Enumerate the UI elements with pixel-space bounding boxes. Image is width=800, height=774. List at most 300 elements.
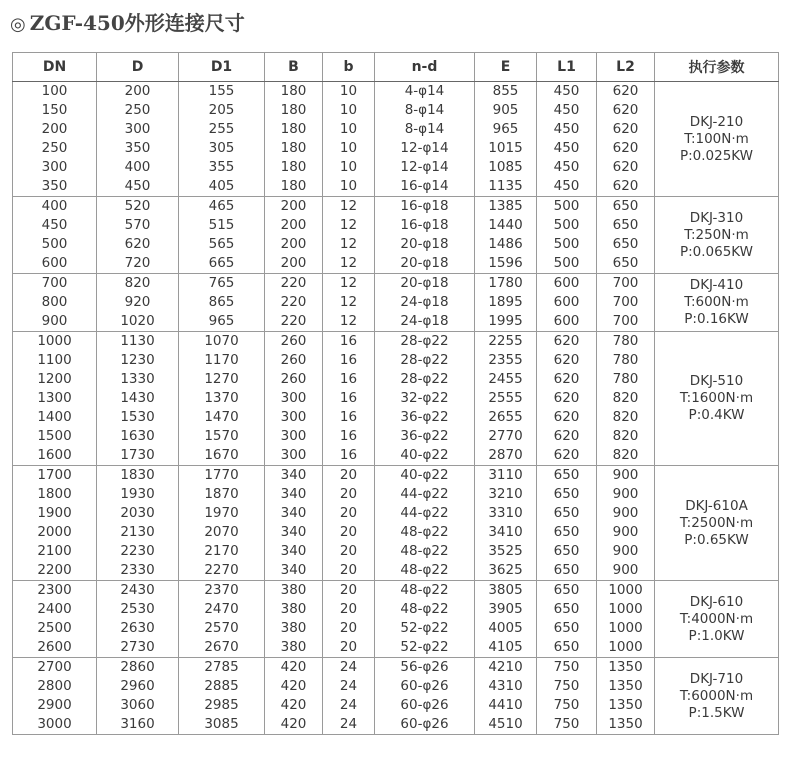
cell-l1: 600	[537, 274, 597, 294]
cell-l1: 650	[537, 600, 597, 619]
cell-d: 2730	[97, 638, 179, 658]
cell-l2: 1350	[597, 658, 655, 678]
cell-d: 1130	[97, 332, 179, 352]
cell-d1: 1770	[179, 466, 265, 486]
header-l2: L2	[597, 53, 655, 82]
cell-l2: 1350	[597, 696, 655, 715]
actuator-param-line: P:1.5KW	[688, 704, 745, 721]
actuator-params-cell	[655, 82, 779, 197]
cell-b-upper: 200	[265, 216, 323, 235]
cell-dn: 2800	[13, 677, 97, 696]
cell-l2: 650	[597, 216, 655, 235]
cell-e: 855	[475, 82, 537, 102]
cell-d: 300	[97, 120, 179, 139]
cell-l2: 780	[597, 351, 655, 370]
cell-b-lower: 20	[323, 504, 375, 523]
cell-b-upper: 180	[265, 120, 323, 139]
cell-dn: 1300	[13, 389, 97, 408]
cell-b-lower: 12	[323, 254, 375, 274]
cell-b-upper: 180	[265, 82, 323, 102]
table-row	[13, 274, 779, 294]
cell-b-upper: 340	[265, 542, 323, 561]
cell-l1: 500	[537, 235, 597, 254]
actuator-param-line: P:1.0KW	[688, 627, 745, 644]
actuator-param-line: T:600N·m	[684, 294, 749, 310]
cell-d1: 2570	[179, 619, 265, 638]
cell-l2: 900	[597, 542, 655, 561]
cell-d1: 2885	[179, 677, 265, 696]
cell-l2: 620	[597, 120, 655, 139]
cell-b-upper: 340	[265, 504, 323, 523]
cell-dn: 900	[13, 312, 97, 332]
actuator-params-cell	[655, 332, 779, 466]
cell-b-lower: 16	[323, 389, 375, 408]
cell-b-upper: 340	[265, 466, 323, 486]
cell-b-lower: 16	[323, 332, 375, 352]
cell-e: 4105	[475, 638, 537, 658]
cell-d: 1830	[97, 466, 179, 486]
actuator-params-cell	[655, 581, 779, 658]
cell-e: 1085	[475, 158, 537, 177]
cell-n-d: 28-φ22	[375, 332, 475, 352]
cell-d: 450	[97, 177, 179, 197]
cell-n-d: 24-φ18	[375, 293, 475, 312]
header-d1: D1	[179, 53, 265, 82]
actuator-param-line: DKJ-710	[689, 670, 744, 687]
cell-n-d: 48-φ22	[375, 600, 475, 619]
cell-l2: 900	[597, 523, 655, 542]
cell-d: 2330	[97, 561, 179, 581]
table-row	[13, 581, 779, 601]
cell-dn: 2000	[13, 523, 97, 542]
cell-b-upper: 260	[265, 351, 323, 370]
cell-l2: 700	[597, 293, 655, 312]
cell-e: 4310	[475, 677, 537, 696]
cell-dn: 1700	[13, 466, 97, 486]
cell-d: 1630	[97, 427, 179, 446]
table-body	[13, 82, 779, 735]
cell-l1: 450	[537, 158, 597, 177]
cell-d: 1230	[97, 351, 179, 370]
actuator-param-line: P:0.16KW	[684, 311, 749, 327]
cell-e: 2355	[475, 351, 537, 370]
cell-e: 4210	[475, 658, 537, 678]
cell-n-d: 56-φ26	[375, 658, 475, 678]
cell-d: 350	[97, 139, 179, 158]
cell-l1: 620	[537, 351, 597, 370]
cell-d1: 565	[179, 235, 265, 254]
cell-l2: 650	[597, 235, 655, 254]
cell-n-d: 24-φ18	[375, 312, 475, 332]
cell-n-d: 44-φ22	[375, 504, 475, 523]
cell-e: 1135	[475, 177, 537, 197]
cell-e: 3525	[475, 542, 537, 561]
cell-n-d: 36-φ22	[375, 408, 475, 427]
cell-l1: 650	[537, 561, 597, 581]
cell-d: 2030	[97, 504, 179, 523]
cell-l2: 820	[597, 446, 655, 466]
cell-b-upper: 220	[265, 312, 323, 332]
cell-e: 2770	[475, 427, 537, 446]
cell-d: 1930	[97, 485, 179, 504]
cell-b-upper: 300	[265, 446, 323, 466]
cell-b-lower: 20	[323, 561, 375, 581]
actuator-params-cell	[655, 466, 779, 581]
actuator-param-line: P:0.025KW	[679, 147, 754, 164]
cell-d1: 2670	[179, 638, 265, 658]
cell-d1: 1970	[179, 504, 265, 523]
actuator-param-line: P:0.65KW	[684, 531, 749, 548]
cell-b-upper: 340	[265, 561, 323, 581]
cell-dn: 1600	[13, 446, 97, 466]
cell-l1: 450	[537, 82, 597, 102]
cell-b-lower: 12	[323, 235, 375, 254]
cell-d1: 465	[179, 197, 265, 217]
cell-dn: 2100	[13, 542, 97, 561]
double-circle-icon: ◎	[10, 14, 26, 35]
cell-d1: 2785	[179, 658, 265, 678]
cell-b-upper: 180	[265, 177, 323, 197]
cell-l2: 900	[597, 504, 655, 523]
cell-n-d: 16-φ18	[375, 197, 475, 217]
cell-b-upper: 220	[265, 293, 323, 312]
cell-dn: 250	[13, 139, 97, 158]
cell-l2: 780	[597, 370, 655, 389]
cell-dn: 100	[13, 82, 97, 102]
cell-dn: 2900	[13, 696, 97, 715]
cell-b-upper: 300	[265, 427, 323, 446]
cell-b-lower: 12	[323, 274, 375, 294]
cell-b-upper: 380	[265, 638, 323, 658]
cell-b-upper: 180	[265, 101, 323, 120]
cell-dn: 150	[13, 101, 97, 120]
header-b-upper: B	[265, 53, 323, 82]
cell-dn: 1500	[13, 427, 97, 446]
actuator-param-line: DKJ-410	[689, 277, 744, 293]
dimension-table	[12, 52, 779, 735]
cell-b-lower: 12	[323, 197, 375, 217]
cell-l2: 820	[597, 427, 655, 446]
cell-d: 1330	[97, 370, 179, 389]
cell-b-upper: 300	[265, 408, 323, 427]
table-row	[13, 197, 779, 217]
cell-d1: 1270	[179, 370, 265, 389]
cell-b-lower: 24	[323, 658, 375, 678]
page-title	[10, 8, 245, 38]
cell-l1: 620	[537, 370, 597, 389]
cell-b-upper: 380	[265, 600, 323, 619]
cell-n-d: 8-φ14	[375, 101, 475, 120]
actuator-params-cell	[655, 197, 779, 274]
cell-n-d: 28-φ22	[375, 351, 475, 370]
header-actuator-params: 执行参数	[655, 53, 779, 82]
cell-b-lower: 20	[323, 581, 375, 601]
cell-b-upper: 340	[265, 485, 323, 504]
cell-l2: 900	[597, 561, 655, 581]
cell-b-lower: 20	[323, 485, 375, 504]
cell-b-upper: 420	[265, 677, 323, 696]
cell-e: 2655	[475, 408, 537, 427]
cell-b-lower: 16	[323, 408, 375, 427]
cell-b-lower: 24	[323, 677, 375, 696]
cell-l1: 750	[537, 696, 597, 715]
table-row	[13, 658, 779, 678]
cell-l1: 650	[537, 638, 597, 658]
cell-d1: 3085	[179, 715, 265, 735]
cell-b-upper: 180	[265, 158, 323, 177]
cell-b-upper: 180	[265, 139, 323, 158]
cell-d1: 405	[179, 177, 265, 197]
cell-l1: 650	[537, 504, 597, 523]
cell-d: 200	[97, 82, 179, 102]
cell-d: 3060	[97, 696, 179, 715]
cell-l1: 620	[537, 332, 597, 352]
cell-n-d: 16-φ18	[375, 216, 475, 235]
cell-d: 2960	[97, 677, 179, 696]
cell-dn: 600	[13, 254, 97, 274]
cell-l2: 620	[597, 177, 655, 197]
cell-l2: 620	[597, 139, 655, 158]
cell-d1: 515	[179, 216, 265, 235]
cell-l1: 620	[537, 446, 597, 466]
cell-n-d: 32-φ22	[375, 389, 475, 408]
header-d: D	[97, 53, 179, 82]
header-dn: DN	[13, 53, 97, 82]
cell-e: 2455	[475, 370, 537, 389]
cell-n-d: 4-φ14	[375, 82, 475, 102]
cell-d: 2530	[97, 600, 179, 619]
cell-e: 1895	[475, 293, 537, 312]
cell-dn: 700	[13, 274, 97, 294]
cell-d: 2130	[97, 523, 179, 542]
cell-e: 3410	[475, 523, 537, 542]
cell-d: 2630	[97, 619, 179, 638]
cell-d1: 1670	[179, 446, 265, 466]
cell-l2: 1350	[597, 715, 655, 735]
cell-l1: 450	[537, 120, 597, 139]
cell-l1: 750	[537, 677, 597, 696]
cell-n-d: 52-φ22	[375, 619, 475, 638]
cell-d: 1730	[97, 446, 179, 466]
cell-d1: 205	[179, 101, 265, 120]
actuator-param-line: P:0.065KW	[679, 243, 754, 260]
cell-dn: 2400	[13, 600, 97, 619]
cell-n-d: 44-φ22	[375, 485, 475, 504]
cell-b-lower: 20	[323, 600, 375, 619]
table-row	[13, 332, 779, 352]
actuator-param-line: DKJ-610	[689, 593, 744, 610]
cell-dn: 1400	[13, 408, 97, 427]
cell-l1: 500	[537, 216, 597, 235]
cell-e: 1780	[475, 274, 537, 294]
cell-n-d: 60-φ26	[375, 715, 475, 735]
cell-d: 2860	[97, 658, 179, 678]
table-header-row	[13, 53, 779, 82]
cell-b-lower: 24	[323, 715, 375, 735]
cell-b-lower: 16	[323, 427, 375, 446]
cell-dn: 450	[13, 216, 97, 235]
actuator-param-line: T:6000N·m	[679, 687, 754, 704]
cell-d1: 2470	[179, 600, 265, 619]
cell-l2: 620	[597, 82, 655, 102]
cell-e: 4410	[475, 696, 537, 715]
cell-b-lower: 20	[323, 638, 375, 658]
cell-n-d: 28-φ22	[375, 370, 475, 389]
cell-b-lower: 10	[323, 101, 375, 120]
cell-e: 4005	[475, 619, 537, 638]
cell-d1: 255	[179, 120, 265, 139]
cell-d1: 305	[179, 139, 265, 158]
cell-b-upper: 380	[265, 619, 323, 638]
cell-dn: 1900	[13, 504, 97, 523]
cell-n-d: 16-φ14	[375, 177, 475, 197]
cell-b-lower: 20	[323, 542, 375, 561]
cell-dn: 2700	[13, 658, 97, 678]
cell-b-upper: 380	[265, 581, 323, 601]
actuator-param-line: T:1600N·m	[679, 390, 754, 406]
actuator-param-line: T:2500N·m	[679, 514, 754, 531]
cell-dn: 2600	[13, 638, 97, 658]
cell-l2: 1350	[597, 677, 655, 696]
cell-l1: 620	[537, 408, 597, 427]
cell-l1: 500	[537, 254, 597, 274]
cell-l1: 750	[537, 658, 597, 678]
cell-l1: 600	[537, 312, 597, 332]
cell-dn: 500	[13, 235, 97, 254]
table-row	[13, 466, 779, 486]
cell-n-d: 48-φ22	[375, 561, 475, 581]
cell-dn: 200	[13, 120, 97, 139]
cell-e: 3805	[475, 581, 537, 601]
cell-l2: 900	[597, 485, 655, 504]
cell-n-d: 8-φ14	[375, 120, 475, 139]
cell-e: 2555	[475, 389, 537, 408]
header-n-d: n-d	[375, 53, 475, 82]
cell-e: 2870	[475, 446, 537, 466]
cell-d1: 2270	[179, 561, 265, 581]
cell-d: 820	[97, 274, 179, 294]
cell-n-d: 20-φ18	[375, 235, 475, 254]
cell-l2: 650	[597, 254, 655, 274]
cell-b-lower: 12	[323, 216, 375, 235]
cell-e: 1385	[475, 197, 537, 217]
cell-l1: 620	[537, 427, 597, 446]
cell-e: 4510	[475, 715, 537, 735]
cell-dn: 800	[13, 293, 97, 312]
cell-d1: 765	[179, 274, 265, 294]
cell-b-lower: 20	[323, 466, 375, 486]
actuator-param-line: T:250N·m	[684, 226, 749, 243]
table-row	[13, 82, 779, 102]
cell-n-d: 12-φ14	[375, 139, 475, 158]
cell-e: 1015	[475, 139, 537, 158]
cell-b-lower: 12	[323, 312, 375, 332]
cell-l1: 620	[537, 389, 597, 408]
cell-d1: 1070	[179, 332, 265, 352]
header-l1: L1	[537, 53, 597, 82]
cell-l2: 780	[597, 332, 655, 352]
cell-d1: 1870	[179, 485, 265, 504]
header-e: E	[475, 53, 537, 82]
cell-b-lower: 16	[323, 351, 375, 370]
cell-d: 920	[97, 293, 179, 312]
cell-l1: 650	[537, 523, 597, 542]
cell-b-upper: 260	[265, 332, 323, 352]
actuator-param-line: DKJ-610A	[685, 497, 748, 514]
cell-l1: 650	[537, 485, 597, 504]
actuator-param-line: DKJ-210	[689, 113, 744, 130]
cell-b-upper: 260	[265, 370, 323, 389]
cell-d: 400	[97, 158, 179, 177]
cell-l2: 620	[597, 101, 655, 120]
cell-b-lower: 24	[323, 696, 375, 715]
cell-d: 2430	[97, 581, 179, 601]
cell-e: 1596	[475, 254, 537, 274]
cell-l2: 1000	[597, 581, 655, 601]
cell-n-d: 48-φ22	[375, 523, 475, 542]
cell-n-d: 40-φ22	[375, 446, 475, 466]
cell-d: 720	[97, 254, 179, 274]
cell-l2: 820	[597, 408, 655, 427]
cell-e: 3310	[475, 504, 537, 523]
cell-b-lower: 12	[323, 293, 375, 312]
cell-l1: 750	[537, 715, 597, 735]
cell-d: 250	[97, 101, 179, 120]
cell-l2: 820	[597, 389, 655, 408]
cell-b-upper: 420	[265, 696, 323, 715]
cell-n-d: 52-φ22	[375, 638, 475, 658]
cell-l1: 600	[537, 293, 597, 312]
cell-d1: 155	[179, 82, 265, 102]
cell-d: 1430	[97, 389, 179, 408]
cell-dn: 300	[13, 158, 97, 177]
cell-d: 2230	[97, 542, 179, 561]
cell-d1: 2985	[179, 696, 265, 715]
cell-n-d: 48-φ22	[375, 542, 475, 561]
cell-e: 3110	[475, 466, 537, 486]
cell-dn: 2200	[13, 561, 97, 581]
cell-l2: 700	[597, 312, 655, 332]
cell-d: 620	[97, 235, 179, 254]
cell-b-upper: 200	[265, 197, 323, 217]
cell-b-lower: 10	[323, 120, 375, 139]
cell-b-lower: 20	[323, 523, 375, 542]
cell-dn: 400	[13, 197, 97, 217]
cell-e: 3905	[475, 600, 537, 619]
cell-b-upper: 200	[265, 254, 323, 274]
cell-n-d: 20-φ18	[375, 274, 475, 294]
actuator-params-cell	[655, 658, 779, 735]
actuator-param-line: DKJ-510	[689, 373, 744, 389]
cell-b-upper: 340	[265, 523, 323, 542]
cell-b-lower: 10	[323, 139, 375, 158]
actuator-param-line: P:0.4KW	[688, 407, 745, 423]
cell-e: 1995	[475, 312, 537, 332]
cell-b-lower: 20	[323, 619, 375, 638]
cell-n-d: 36-φ22	[375, 427, 475, 446]
cell-b-upper: 200	[265, 235, 323, 254]
cell-b-upper: 300	[265, 389, 323, 408]
cell-l1: 650	[537, 542, 597, 561]
cell-e: 3625	[475, 561, 537, 581]
cell-dn: 350	[13, 177, 97, 197]
cell-b-lower: 16	[323, 446, 375, 466]
cell-b-upper: 420	[265, 715, 323, 735]
cell-b-lower: 10	[323, 82, 375, 102]
cell-n-d: 20-φ18	[375, 254, 475, 274]
header-b-lower: b	[323, 53, 375, 82]
cell-l1: 650	[537, 619, 597, 638]
